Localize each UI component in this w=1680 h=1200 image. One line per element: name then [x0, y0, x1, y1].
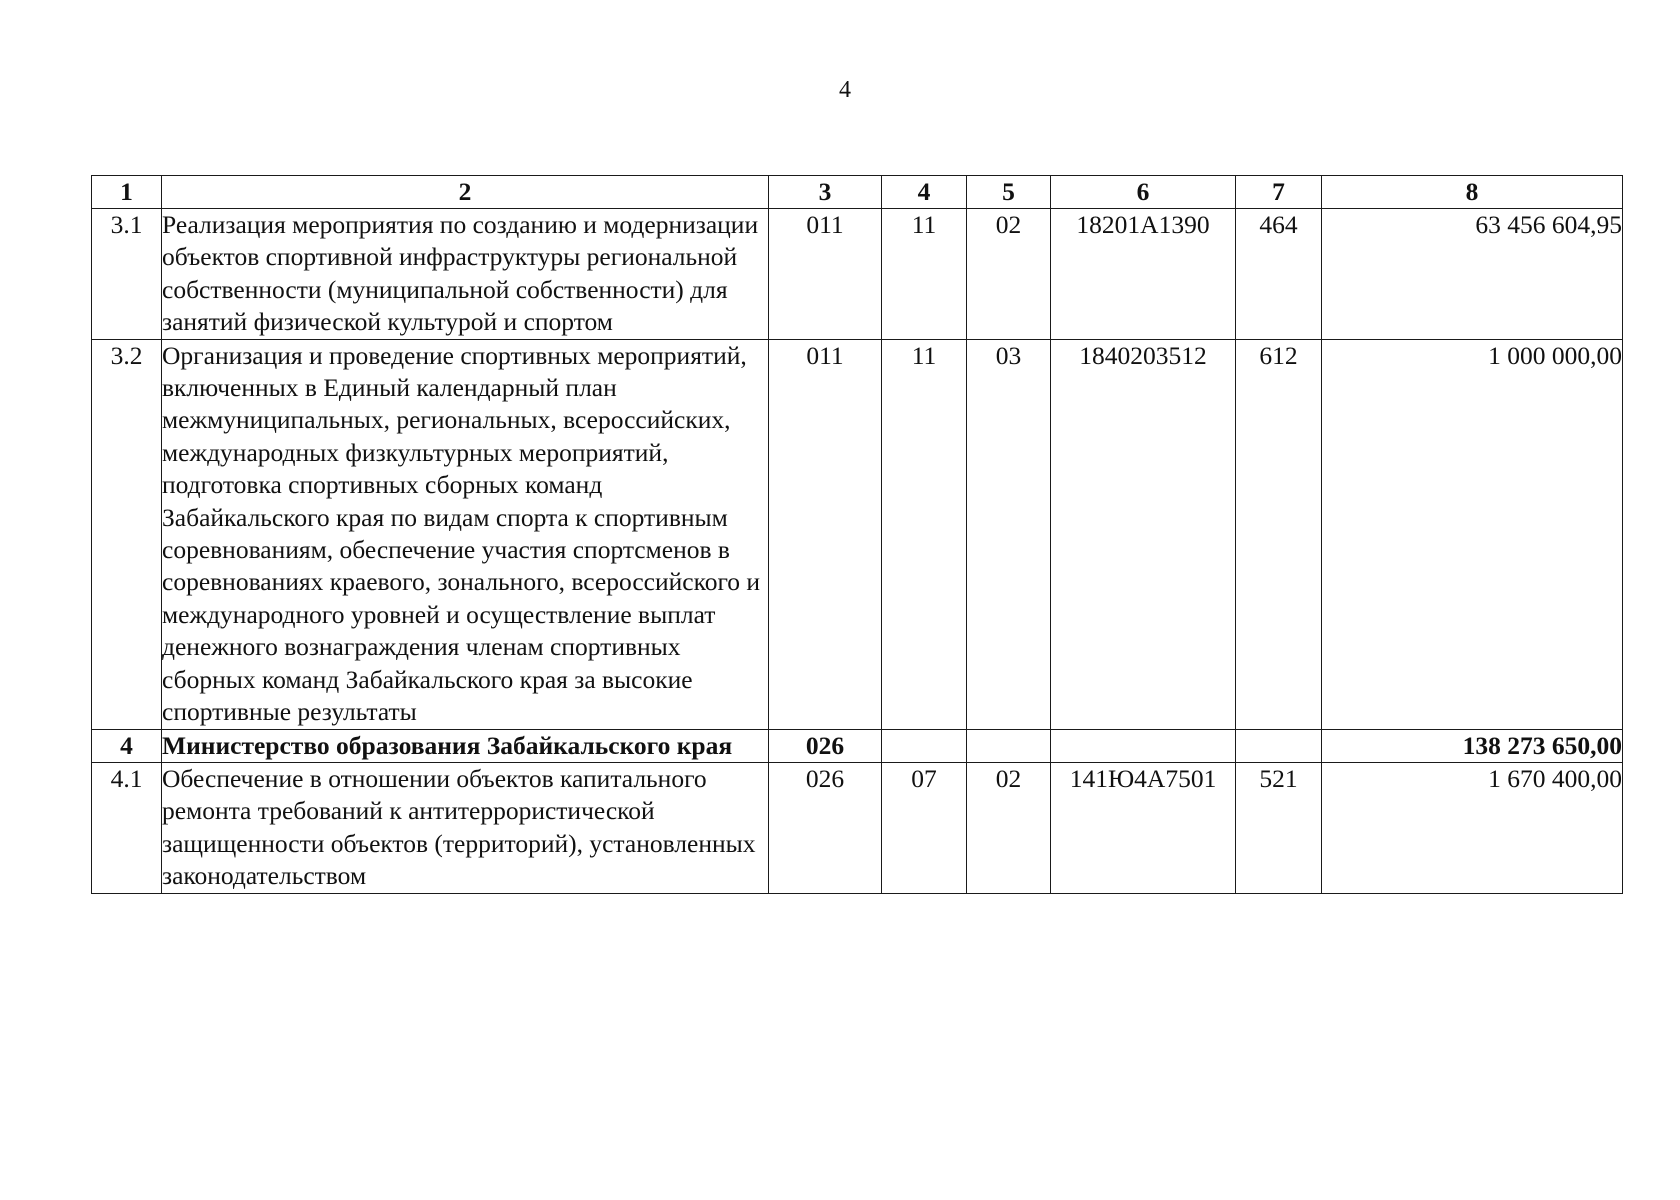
row-code-6: 18201A1390 — [1051, 209, 1236, 340]
row-sum: 1 670 400,00 — [1322, 762, 1623, 893]
header-cell-6: 6 — [1051, 176, 1236, 209]
row-number: 4 — [92, 729, 162, 762]
table-body — [92, 209, 1623, 894]
row-code-6: 1840203512 — [1051, 339, 1236, 729]
row-name: Реализация мероприятия по созданию и модернизации объектов спортивной инфраструктуры региональной собственности (муниципальной собственности) для занятий физической культурой и спортом — [162, 209, 769, 340]
row-code-5 — [967, 729, 1051, 762]
row-code-7 — [1236, 729, 1322, 762]
row-code-3: 026 — [769, 729, 882, 762]
row-code-5: 02 — [967, 209, 1051, 340]
header-cell-8: 8 — [1322, 176, 1623, 209]
row-sum: 63 456 604,95 — [1322, 209, 1623, 340]
row-code-4: 11 — [882, 209, 967, 340]
row-number: 3.2 — [92, 339, 162, 729]
table-row — [92, 762, 1623, 893]
header-row — [92, 176, 1623, 209]
row-number: 3.1 — [92, 209, 162, 340]
row-code-6: 141Ю4А7501 — [1051, 762, 1236, 893]
row-code-3: 026 — [769, 762, 882, 893]
row-code-5: 03 — [967, 339, 1051, 729]
row-code-5: 02 — [967, 762, 1051, 893]
row-code-3: 011 — [769, 209, 882, 340]
table-row — [92, 209, 1623, 340]
row-sum: 1 000 000,00 — [1322, 339, 1623, 729]
header-cell-5: 5 — [967, 176, 1051, 209]
row-number: 4.1 — [92, 762, 162, 893]
row-code-4: 07 — [882, 762, 967, 893]
header-cell-2: 2 — [162, 176, 769, 209]
header-cell-7: 7 — [1236, 176, 1322, 209]
row-sum: 138 273 650,00 — [1322, 729, 1623, 762]
row-code-4: 11 — [882, 339, 967, 729]
table-header — [92, 176, 1623, 209]
header-cell-4: 4 — [882, 176, 967, 209]
row-code-3: 011 — [769, 339, 882, 729]
budget-table — [91, 175, 1623, 894]
row-code-7: 521 — [1236, 762, 1322, 893]
table-row-total — [92, 729, 1623, 762]
row-code-6 — [1051, 729, 1236, 762]
row-code-7: 464 — [1236, 209, 1322, 340]
row-name: Министерство образования Забайкальского края — [162, 729, 769, 762]
row-code-4 — [882, 729, 967, 762]
row-name: Обеспечение в отношении объектов капитального ремонта требований к антитеррористической защищенности объектов (территорий), установленных законодательством — [162, 762, 769, 893]
row-name: Организация и проведение спортивных мероприятий, включенных в Единый календарный план межмуниципальных, региональных, всероссийских, международных физкультурных мероприятий, подготовка спортивных сборных команд Забайкальского края по видам спорта к спортивным соревнованиям, обеспечение участия спортсменов в соревнованиях краевого, зонального, всероссийского и международного уровней и осуществление выплат денежного вознаграждения членам спортивных сборных команд Забайкальского края за высокие спортивные результаты — [162, 339, 769, 729]
row-code-7: 612 — [1236, 339, 1322, 729]
header-cell-3: 3 — [769, 176, 882, 209]
page-number: 4 — [839, 77, 851, 103]
header-cell-1: 1 — [92, 176, 162, 209]
table-row — [92, 339, 1623, 729]
